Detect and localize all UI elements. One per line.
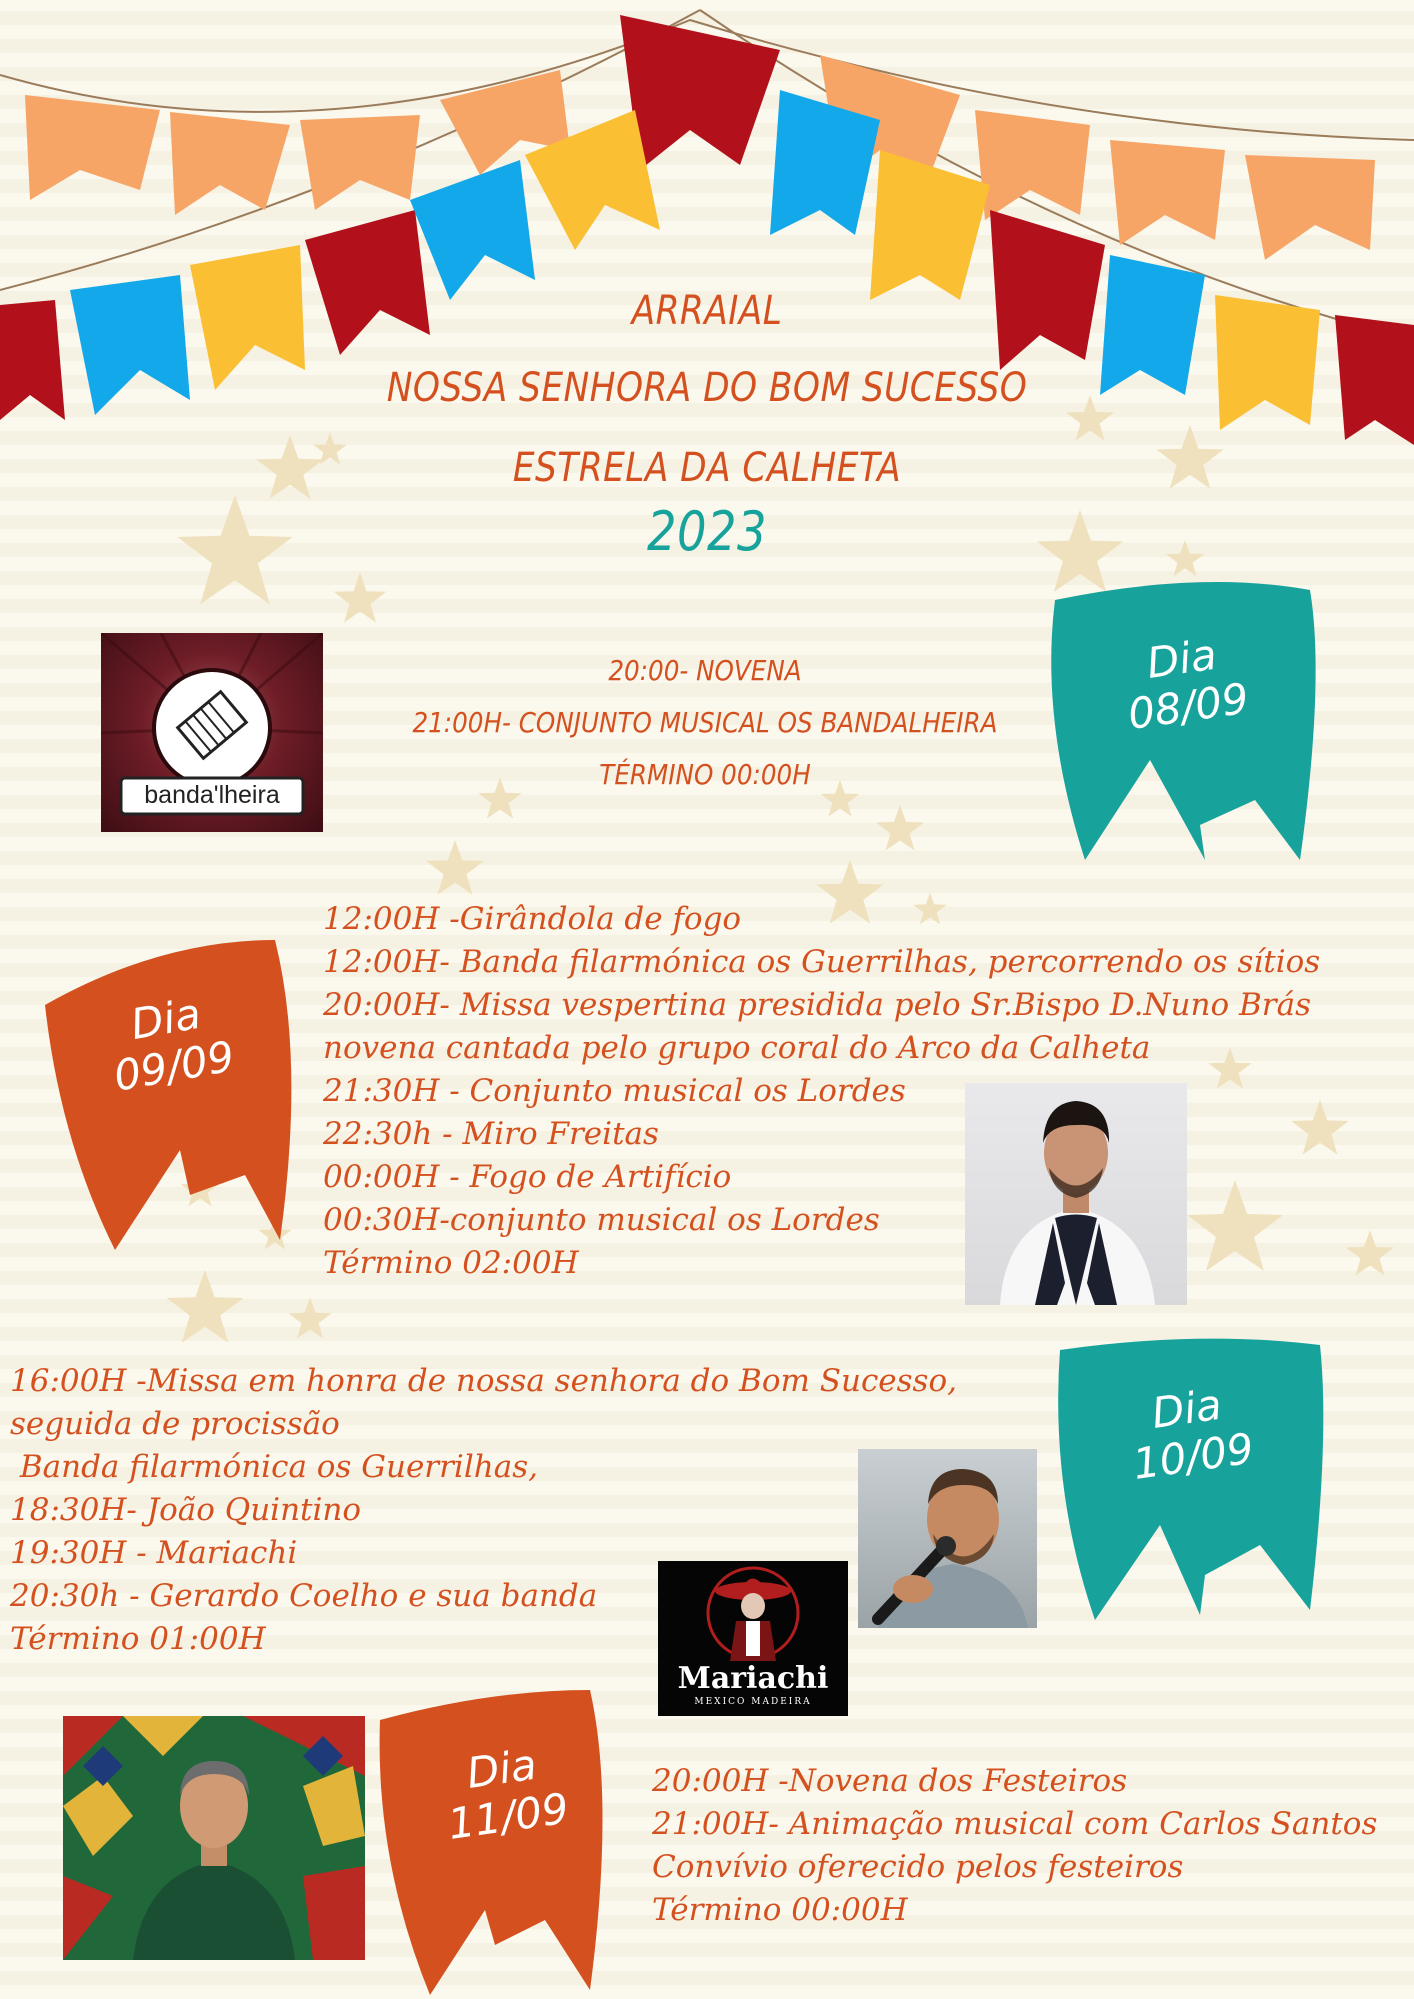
schedule-line: TÉRMINO 00:00H xyxy=(599,758,811,791)
mariachi-logo xyxy=(658,1561,848,1716)
flag-date-10-09: 10/09 xyxy=(1129,1423,1257,1489)
flag-shape-09-09 xyxy=(45,940,291,1250)
flag-date-11-09: 11/09 xyxy=(444,1783,572,1849)
mariachi-logo-name: Mariachi xyxy=(677,1661,829,1696)
flag-date-08-09: 08/09 xyxy=(1124,673,1252,739)
miro-freitas-photo xyxy=(965,1083,1187,1305)
schedule-line: 21:30H - Conjunto musical os Lordes xyxy=(323,1073,906,1109)
schedule-11-09 xyxy=(652,1760,1377,1932)
schedule-line: 20:00H- Missa vespertina presidida pelo Sr.Bispo D.Nuno Brás xyxy=(323,987,1311,1023)
schedule-line: Banda filarmónica os Guerrilhas, xyxy=(10,1449,538,1485)
title-year: 2023 xyxy=(647,500,767,563)
flag-dia-10-09: Dia xyxy=(1148,1379,1225,1438)
schedule-line: 12:00H -Girândola de fogo xyxy=(323,901,742,937)
schedule-line: 19:30H - Mariachi xyxy=(10,1535,298,1571)
flag-dia-08-09: Dia xyxy=(1143,629,1220,688)
bandalheira-logo-text: banda'lheira xyxy=(144,781,280,809)
schedule-line: 00:30H-conjunto musical os Lordes xyxy=(323,1202,880,1238)
schedule-line: 21:00H- CONJUNTO MUSICAL OS BANDALHEIRA xyxy=(412,706,998,739)
schedule-line: Término 00:00H xyxy=(652,1892,908,1928)
schedule-08-09 xyxy=(370,645,1040,801)
schedule-line: Término 02:00H xyxy=(323,1245,579,1281)
schedule-line: seguida de procissão xyxy=(10,1406,340,1442)
schedule-line: novena cantada pelo grupo coral do Arco da Calheta xyxy=(323,1030,1151,1066)
schedule-line: Término 01:00H xyxy=(10,1621,266,1657)
schedule-line: 00:00H - Fogo de Artifício xyxy=(323,1159,732,1195)
bandalheira-logo xyxy=(101,633,323,832)
schedule-line: 22:30h - Miro Freitas xyxy=(323,1116,659,1152)
schedule-line: 18:30H- João Quintino xyxy=(10,1492,362,1528)
schedule-line: 21:00H- Animação musical com Carlos Santos xyxy=(652,1806,1378,1842)
schedule-line: 16:00H -Missa em honra de nossa senhora do Bom Sucesso, xyxy=(10,1363,957,1399)
flag-date-09-09: 09/09 xyxy=(110,1031,238,1101)
mariachi-logo-subtitle: MEXICO MADEIRA xyxy=(694,1697,812,1707)
title-nossa-senhora: NOSSA SENHORA DO BOM SUCESSO xyxy=(386,365,1028,411)
schedule-line: 20:00- NOVENA xyxy=(608,654,802,687)
schedule-line: 20:00H -Novena dos Festeiros xyxy=(652,1763,1128,1799)
title-arraial: ARRAIAL xyxy=(631,288,783,334)
schedule-line: 12:00H- Banda filarmónica os Guerrilhas, percorrendo os sítios xyxy=(323,944,1321,980)
flag-dia-11-09: Dia xyxy=(463,1739,540,1798)
title-estrela-calheta: ESTRELA DA CALHETA xyxy=(512,445,902,491)
schedule-line: Convívio oferecido pelos festeiros xyxy=(652,1849,1184,1885)
flag-dia-09-09: Dia xyxy=(127,988,205,1050)
schedule-line: 20:30h - Gerardo Coelho e sua banda xyxy=(10,1578,598,1614)
joao-quintino-photo xyxy=(858,1449,1037,1628)
carlos-santos-photo xyxy=(63,1716,365,1960)
